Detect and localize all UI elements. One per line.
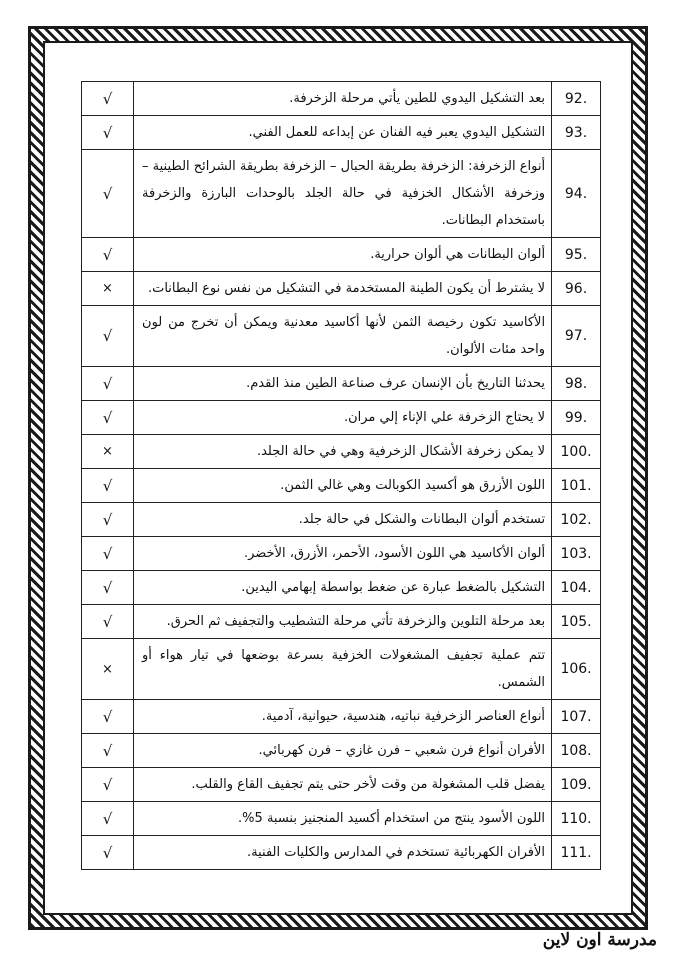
table-row (82, 435, 601, 469)
question-number: .96 (552, 272, 601, 306)
true-mark: √ (82, 734, 134, 768)
footer-watermark: مدرسة اون لاين (542, 930, 657, 950)
question-statement: بعد مرحلة التلوين والزخرفة تأتي مرحلة التشطيب والتجفيف ثم الحرق. (134, 605, 552, 639)
question-statement: أنواع الزخرفة: الزخرفة بطريقة الحبال – الزخرفة بطريقة الشرائح الطينية – وزخرفة الأشكال الخزفية في حالة الجلد بالوحدات البارزة والزخرفة باستخدام البطانات. (134, 150, 552, 238)
table-row (82, 768, 601, 802)
question-number: .105 (552, 605, 601, 639)
question-number: .110 (552, 802, 601, 836)
table-row (82, 802, 601, 836)
true-mark: √ (82, 116, 134, 150)
question-number: .107 (552, 700, 601, 734)
question-statement: اللون الأسود ينتج من استخدام أكسيد المنجنيز بنسبة 5%. (134, 802, 552, 836)
question-statement: اللون الأزرق هو أكسيد الكوبالت وهي غالي الثمن. (134, 469, 552, 503)
question-statement: تستخدم ألوان البطانات والشكل في حالة جلد. (134, 503, 552, 537)
question-statement: لا يمكن زخرفة الأشكال الزخرفية وهي في حالة الجلد. (134, 435, 552, 469)
question-statement: لا يشترط أن يكون الطينة المستخدمة في التشكيل من نفس نوع البطانات. (134, 272, 552, 306)
table-row (82, 503, 601, 537)
true-mark: √ (82, 605, 134, 639)
question-number: .109 (552, 768, 601, 802)
table-row (82, 150, 601, 238)
question-statement: ألوان الأكاسيد هي اللون الأسود، الأحمر، الأزرق، الأخضر. (134, 537, 552, 571)
true-mark: √ (82, 768, 134, 802)
true-mark: √ (82, 836, 134, 870)
question-number: .97 (552, 306, 601, 367)
question-number: .104 (552, 571, 601, 605)
question-number: .98 (552, 367, 601, 401)
true-mark: √ (82, 82, 134, 116)
question-statement: الأفران أنواع فرن شعبي – فرن غازي – فرن كهربائي. (134, 734, 552, 768)
true-mark: √ (82, 238, 134, 272)
table-row (82, 700, 601, 734)
question-number: .94 (552, 150, 601, 238)
question-number: .101 (552, 469, 601, 503)
true-mark: √ (82, 503, 134, 537)
question-number: .108 (552, 734, 601, 768)
question-number: .99 (552, 401, 601, 435)
true-mark: √ (82, 571, 134, 605)
question-number: .93 (552, 116, 601, 150)
table-row (82, 306, 601, 367)
table-row (82, 469, 601, 503)
questions-table (81, 81, 601, 870)
question-statement: يحدثنا التاريخ بأن الإنسان عرف صناعة الطين منذ القدم. (134, 367, 552, 401)
question-statement: لا يحتاج الزخرفة علي الإناء إلي مران. (134, 401, 552, 435)
table-row (82, 571, 601, 605)
question-statement: الأفران الكهربائية تستخدم في المدارس والكليات الفنية. (134, 836, 552, 870)
question-number: .102 (552, 503, 601, 537)
question-statement: ألوان البطانات هي ألوان حرارية. (134, 238, 552, 272)
question-number: .92 (552, 82, 601, 116)
table-row (82, 639, 601, 700)
question-number: .106 (552, 639, 601, 700)
true-mark: √ (82, 367, 134, 401)
false-mark: × (82, 435, 134, 469)
question-statement: أنواع العناصر الزخرفية نباتيه، هندسية، حيوانية، آدمية. (134, 700, 552, 734)
table-row (82, 367, 601, 401)
question-statement: الأكاسيد تكون رخيصة الثمن لأنها أكاسيد معدنية ويمكن أن تخرج من لون واحد مئات الألوان. (134, 306, 552, 367)
table-row (82, 734, 601, 768)
true-mark: √ (82, 469, 134, 503)
true-mark: √ (82, 802, 134, 836)
table-row (82, 272, 601, 306)
question-statement: يفضل قلب المشغولة من وقت لأخر حتى يتم تجفيف القاع والقلب. (134, 768, 552, 802)
true-mark: √ (82, 306, 134, 367)
table-row (82, 605, 601, 639)
question-number: .111 (552, 836, 601, 870)
question-number: .100 (552, 435, 601, 469)
table-row (82, 116, 601, 150)
true-mark: √ (82, 700, 134, 734)
table-row (82, 836, 601, 870)
false-mark: × (82, 639, 134, 700)
table-row (82, 537, 601, 571)
question-statement: بعد التشكيل اليدوي للطين يأتي مرحلة الزخرفة. (134, 82, 552, 116)
false-mark: × (82, 272, 134, 306)
true-mark: √ (82, 150, 134, 238)
question-statement: التشكيل بالضغط عبارة عن ضغط بواسطة إبهامي اليدين. (134, 571, 552, 605)
question-statement: تتم عملية تجفيف المشغولات الخزفية بسرعة بوضعها في تيار هواء أو الشمس. (134, 639, 552, 700)
question-statement: التشكيل اليدوي يعبر فيه الفنان عن إبداعه للعمل الفني. (134, 116, 552, 150)
question-number: .95 (552, 238, 601, 272)
table-row (82, 82, 601, 116)
true-mark: √ (82, 401, 134, 435)
table-row (82, 238, 601, 272)
question-number: .103 (552, 537, 601, 571)
true-mark: √ (82, 537, 134, 571)
table-row (82, 401, 601, 435)
